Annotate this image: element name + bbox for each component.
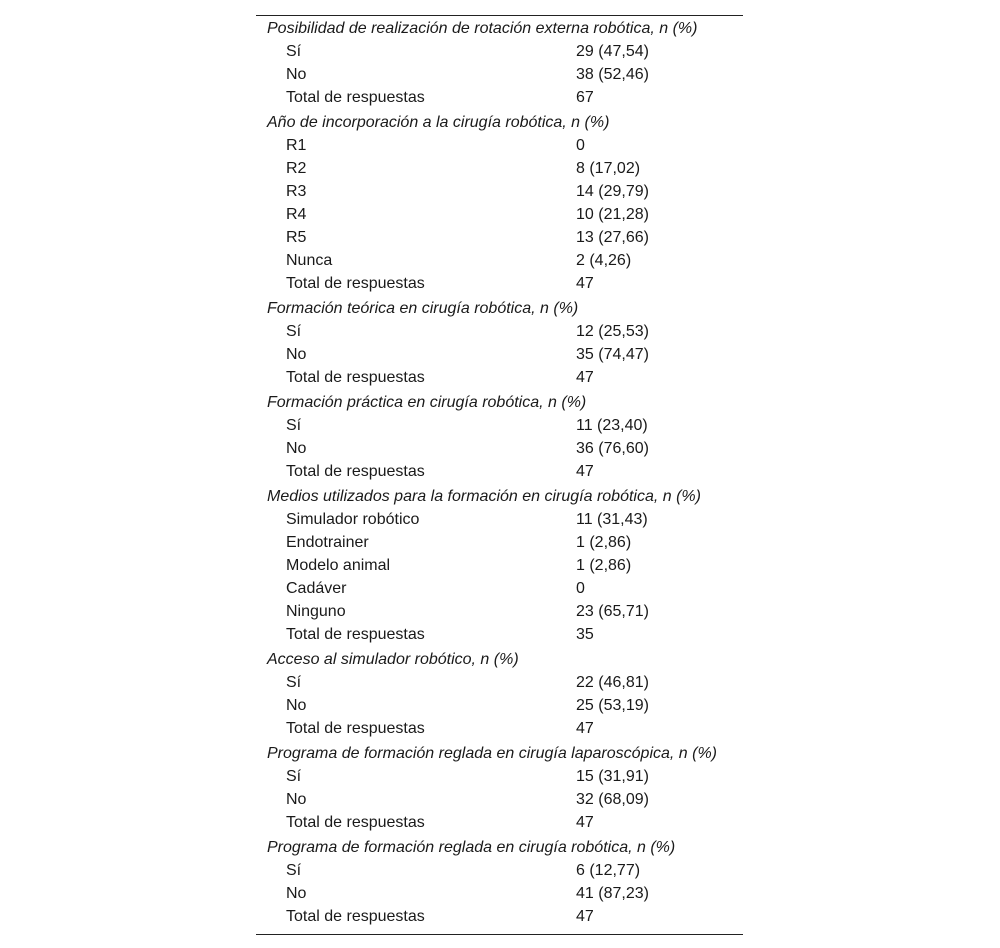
table-row <box>256 180 743 203</box>
table-section <box>256 111 743 295</box>
row-label: Sí <box>286 862 302 879</box>
row-label: Total de respuestas <box>286 814 425 831</box>
row-value: 2 (4,26) <box>576 252 632 269</box>
table-row <box>256 717 743 740</box>
section-title: Medios utilizados para la formación en cirugía robótica, n (%) <box>267 488 701 505</box>
row-label: Total de respuestas <box>286 369 425 386</box>
table-row <box>256 343 743 366</box>
table-row <box>256 788 743 811</box>
table-row <box>256 765 743 788</box>
table-section <box>256 297 743 389</box>
row-label: Sí <box>286 674 302 691</box>
section-title: Formación teórica en cirugía robótica, n (%) <box>267 300 579 317</box>
section-title: Programa de formación reglada en cirugía robótica, n (%) <box>267 839 676 856</box>
row-value: 47 <box>576 814 594 831</box>
table-row <box>256 86 743 109</box>
row-label: No <box>286 885 307 902</box>
row-value: 25 (53,19) <box>576 697 649 714</box>
row-label: Total de respuestas <box>286 720 425 737</box>
row-value: 47 <box>576 720 594 737</box>
table-section <box>256 485 743 646</box>
row-value: 38 (52,46) <box>576 66 649 83</box>
row-value: 22 (46,81) <box>576 674 649 691</box>
table-row <box>256 811 743 834</box>
row-label: No <box>286 440 307 457</box>
row-label: Ninguno <box>286 603 346 620</box>
row-value: 29 (47,54) <box>576 43 649 60</box>
row-label: Nunca <box>286 252 333 269</box>
row-value: 47 <box>576 275 594 292</box>
row-label: R5 <box>286 229 307 246</box>
table-row <box>256 905 743 928</box>
row-value: 0 <box>576 580 585 597</box>
row-value: 41 (87,23) <box>576 885 649 902</box>
row-value: 0 <box>576 137 585 154</box>
row-label: R1 <box>286 137 307 154</box>
row-value: 14 (29,79) <box>576 183 649 200</box>
table-row <box>256 157 743 180</box>
row-label: Total de respuestas <box>286 463 425 480</box>
table-row <box>256 671 743 694</box>
table-section <box>256 648 743 740</box>
row-value: 36 (76,60) <box>576 440 649 457</box>
row-label: R2 <box>286 160 307 177</box>
table-row <box>256 554 743 577</box>
row-value: 10 (21,28) <box>576 206 649 223</box>
table-row <box>256 859 743 882</box>
row-value: 35 (74,47) <box>576 346 649 363</box>
row-value: 12 (25,53) <box>576 323 649 340</box>
table-row <box>256 600 743 623</box>
section-title: Programa de formación reglada en cirugía laparoscópica, n (%) <box>267 745 718 762</box>
table-row <box>256 40 743 63</box>
row-label: No <box>286 791 307 808</box>
row-value: 8 (17,02) <box>576 160 641 177</box>
section-title: Formación práctica en cirugía robótica, n (%) <box>267 394 587 411</box>
row-value: 67 <box>576 89 594 106</box>
table-row <box>256 437 743 460</box>
row-label: Total de respuestas <box>286 275 425 292</box>
row-value: 11 (23,40) <box>576 417 648 434</box>
table-row <box>256 508 743 531</box>
row-value: 1 (2,86) <box>576 534 632 551</box>
row-value: 15 (31,91) <box>576 768 649 785</box>
table-row <box>256 577 743 600</box>
table-row <box>256 226 743 249</box>
row-label: Sí <box>286 323 302 340</box>
row-value: 35 <box>576 626 594 643</box>
row-label: No <box>286 346 307 363</box>
section-title: Acceso al simulador robótico, n (%) <box>267 651 519 668</box>
row-label: Simulador robótico <box>286 511 420 528</box>
row-value: 11 (31,43) <box>576 511 648 528</box>
row-value: 23 (65,71) <box>576 603 649 620</box>
row-label: Sí <box>286 417 302 434</box>
row-value: 32 (68,09) <box>576 791 649 808</box>
table-row <box>256 249 743 272</box>
table-row <box>256 460 743 483</box>
row-label: No <box>286 66 307 83</box>
table-section <box>256 836 743 928</box>
table-row <box>256 414 743 437</box>
table-section <box>256 17 743 109</box>
row-label: R3 <box>286 183 307 200</box>
table-row <box>256 203 743 226</box>
row-label: Total de respuestas <box>286 908 425 925</box>
row-label: Endotrainer <box>286 534 369 551</box>
row-value: 1 (2,86) <box>576 557 632 574</box>
row-label: Modelo animal <box>286 557 391 574</box>
row-value: 13 (27,66) <box>576 229 649 246</box>
table-row <box>256 694 743 717</box>
table-row <box>256 366 743 389</box>
section-title: Año de incorporación a la cirugía robótica, n (%) <box>267 114 610 131</box>
row-value: 47 <box>576 908 594 925</box>
section-title: Posibilidad de realización de rotación externa robótica, n (%) <box>267 20 698 37</box>
table-row <box>256 272 743 295</box>
table-row <box>256 63 743 86</box>
table-row <box>256 882 743 905</box>
survey-results-table <box>256 15 743 935</box>
row-label: No <box>286 697 307 714</box>
row-value: 47 <box>576 369 594 386</box>
row-label: Cadáver <box>286 580 347 597</box>
row-label: Total de respuestas <box>286 89 425 106</box>
table-section <box>256 742 743 834</box>
row-label: Total de respuestas <box>286 626 425 643</box>
row-value: 47 <box>576 463 594 480</box>
row-label: R4 <box>286 206 307 223</box>
table-row <box>256 134 743 157</box>
table-row <box>256 623 743 646</box>
row-label: Sí <box>286 43 302 60</box>
table-section <box>256 391 743 483</box>
row-value: 6 (12,77) <box>576 862 641 879</box>
table-row <box>256 320 743 343</box>
table-bottom-spacer <box>256 928 743 934</box>
row-label: Sí <box>286 768 302 785</box>
table-row <box>256 531 743 554</box>
